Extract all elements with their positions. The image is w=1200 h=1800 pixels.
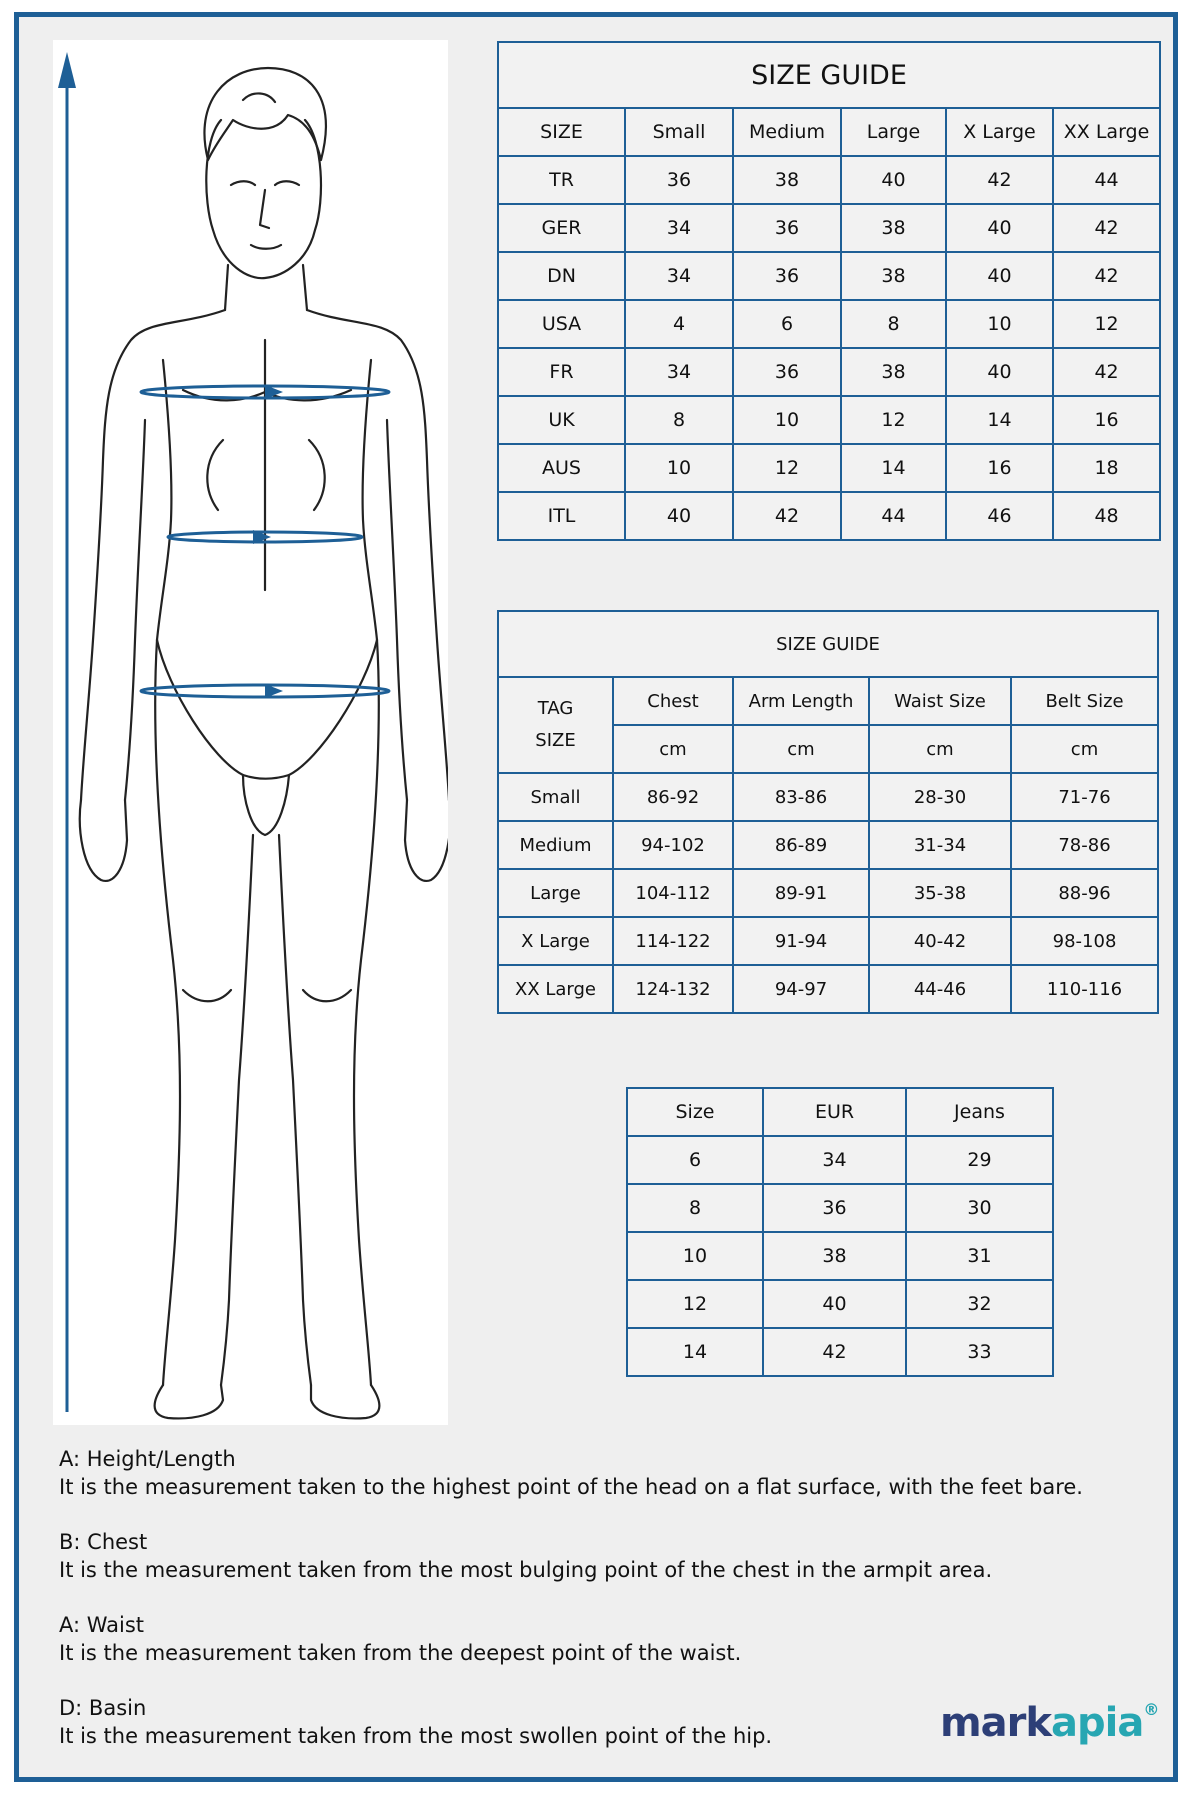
table-cell: 34 [625, 204, 733, 252]
table-row [498, 773, 1158, 821]
table-cell: 91-94 [733, 917, 869, 965]
table-cell: 6 [627, 1136, 763, 1184]
table-cell: 86-89 [733, 821, 869, 869]
table-cell: 94-97 [733, 965, 869, 1013]
header-cell: Size [627, 1088, 763, 1136]
header-cell: Chest [613, 677, 733, 725]
table-cell: 36 [625, 156, 733, 204]
table-row [627, 1328, 1053, 1376]
table-cell: 16 [1053, 396, 1160, 444]
table-cell: 14 [946, 396, 1053, 444]
table-cell: 14 [627, 1328, 763, 1376]
table-cell: 42 [946, 156, 1053, 204]
row-label: Medium [498, 821, 613, 869]
note-title: A: Height/Length [59, 1447, 236, 1471]
tag-size-header [498, 677, 613, 773]
row-label: ITL [498, 492, 625, 540]
table-cell: 10 [733, 396, 841, 444]
table-cell: 8 [625, 396, 733, 444]
table-cell: 18 [1053, 444, 1160, 492]
table-cell: 89-91 [733, 869, 869, 917]
table-row [498, 252, 1160, 300]
table-cell: 38 [733, 156, 841, 204]
table-row [498, 396, 1160, 444]
table-header-row [627, 1088, 1053, 1136]
table-cell: 40 [946, 204, 1053, 252]
table-cell: 10 [946, 300, 1053, 348]
table-cell: 12 [733, 444, 841, 492]
header-cell: XX Large [1053, 108, 1160, 156]
table-cell: 4 [625, 300, 733, 348]
row-label: UK [498, 396, 625, 444]
tag-label: TAG [537, 698, 574, 719]
table-cell: 42 [733, 492, 841, 540]
table-cell: 31 [906, 1232, 1053, 1280]
row-label: GER [498, 204, 625, 252]
note-text: It is the measurement taken from the most bulging point of the chest in the armpit area. [59, 1558, 993, 1582]
note-height [59, 1445, 1159, 1501]
table-row [498, 444, 1160, 492]
table-cell: 36 [733, 348, 841, 396]
table-cell: 110-116 [1011, 965, 1158, 1013]
header-cell: Jeans [906, 1088, 1053, 1136]
table-cell: 88-96 [1011, 869, 1158, 917]
header-cell: EUR [763, 1088, 906, 1136]
table-cell: 42 [1053, 252, 1160, 300]
header-cell: SIZE [498, 108, 625, 156]
table-cell: 8 [841, 300, 946, 348]
size-label: SIZE [535, 730, 576, 751]
table-cell: 34 [625, 348, 733, 396]
table-cell: 94-102 [613, 821, 733, 869]
unit-cell: cm [733, 725, 869, 773]
note-text: It is the measurement taken from the most swollen point of the hip. [59, 1724, 773, 1748]
table-row [498, 300, 1160, 348]
table-cell: 114-122 [613, 917, 733, 965]
table-cell: 124-132 [613, 965, 733, 1013]
table-cell: 33 [906, 1328, 1053, 1376]
header-cell: X Large [946, 108, 1053, 156]
table-row [627, 1280, 1053, 1328]
header-cell: Waist Size [869, 677, 1011, 725]
body-figure [53, 40, 448, 1425]
measure-guide-title: SIZE GUIDE [498, 611, 1158, 677]
table-cell: 12 [627, 1280, 763, 1328]
table-row [498, 917, 1158, 965]
table-cell: 34 [625, 252, 733, 300]
note-chest [59, 1528, 1159, 1584]
table-cell: 42 [763, 1328, 906, 1376]
table-header-row [498, 108, 1160, 156]
markapia-logo [940, 1700, 1158, 1746]
table-cell: 32 [906, 1280, 1053, 1328]
unit-cell: cm [1011, 725, 1158, 773]
row-label: FR [498, 348, 625, 396]
note-title: A: Waist [59, 1613, 145, 1637]
table-row [498, 492, 1160, 540]
size-conversion-table [497, 41, 1161, 541]
logo-part-mark: mark [940, 1700, 1051, 1746]
table-cell: 36 [733, 204, 841, 252]
registered-icon: ® [1143, 1700, 1159, 1719]
row-label: Small [498, 773, 613, 821]
table-row [627, 1184, 1053, 1232]
table-cell: 40 [763, 1280, 906, 1328]
table-row [498, 156, 1160, 204]
row-label: X Large [498, 917, 613, 965]
table-cell: 38 [841, 348, 946, 396]
table-cell: 31-34 [869, 821, 1011, 869]
note-text: It is the measurement taken from the deepest point of the waist. [59, 1641, 742, 1665]
table-cell: 42 [1053, 348, 1160, 396]
table-row [498, 869, 1158, 917]
table-row [498, 965, 1158, 1013]
table-cell: 38 [841, 252, 946, 300]
table-cell: 10 [627, 1232, 763, 1280]
table-row [498, 348, 1160, 396]
table-cell: 44 [1053, 156, 1160, 204]
table-cell: 38 [763, 1232, 906, 1280]
unit-cell: cm [869, 725, 1011, 773]
table-cell: 10 [625, 444, 733, 492]
table-cell: 98-108 [1011, 917, 1158, 965]
table-cell: 36 [733, 252, 841, 300]
table-cell: 83-86 [733, 773, 869, 821]
table-row [498, 821, 1158, 869]
table-cell: 40 [625, 492, 733, 540]
row-label: USA [498, 300, 625, 348]
row-label: DN [498, 252, 625, 300]
body-outline-illustration [53, 40, 448, 1425]
table-cell: 12 [1053, 300, 1160, 348]
header-cell: Large [841, 108, 946, 156]
table-cell: 38 [841, 204, 946, 252]
logo-part-apia: apia [1051, 1700, 1144, 1746]
table-cell: 48 [1053, 492, 1160, 540]
table-cell: 42 [1053, 204, 1160, 252]
size-guide-title: SIZE GUIDE [498, 42, 1160, 108]
table-cell: 71-76 [1011, 773, 1158, 821]
table-cell: 28-30 [869, 773, 1011, 821]
row-label: XX Large [498, 965, 613, 1013]
measurement-table [497, 610, 1159, 1014]
table-cell: 40 [946, 252, 1053, 300]
table-row [498, 204, 1160, 252]
jeans-size-table [626, 1087, 1054, 1377]
note-title: B: Chest [59, 1530, 148, 1554]
header-cell: Small [625, 108, 733, 156]
table-cell: 40 [946, 348, 1053, 396]
row-label: TR [498, 156, 625, 204]
table-cell: 8 [627, 1184, 763, 1232]
unit-cell: cm [613, 725, 733, 773]
row-label: Large [498, 869, 613, 917]
table-cell: 12 [841, 396, 946, 444]
header-cell: Arm Length [733, 677, 869, 725]
note-title: D: Basin [59, 1696, 147, 1720]
table-cell: 104-112 [613, 869, 733, 917]
table-cell: 44 [841, 492, 946, 540]
note-text: It is the measurement taken to the highest point of the head on a flat surface, with the feet bare. [59, 1475, 1083, 1499]
note-waist [59, 1611, 1159, 1667]
table-cell: 35-38 [869, 869, 1011, 917]
table-cell: 40 [841, 156, 946, 204]
table-cell: 30 [906, 1184, 1053, 1232]
header-cell: Medium [733, 108, 841, 156]
table-row [627, 1232, 1053, 1280]
table-cell: 78-86 [1011, 821, 1158, 869]
table-cell: 46 [946, 492, 1053, 540]
table-cell: 44-46 [869, 965, 1011, 1013]
table-cell: 86-92 [613, 773, 733, 821]
table-cell: 34 [763, 1136, 906, 1184]
table-row [627, 1136, 1053, 1184]
height-arrow-icon [58, 52, 76, 88]
table-cell: 29 [906, 1136, 1053, 1184]
table-cell: 36 [763, 1184, 906, 1232]
table-header-row [498, 677, 1158, 725]
header-cell: Belt Size [1011, 677, 1158, 725]
table-cell: 6 [733, 300, 841, 348]
table-cell: 40-42 [869, 917, 1011, 965]
table-cell: 14 [841, 444, 946, 492]
row-label: AUS [498, 444, 625, 492]
table-cell: 16 [946, 444, 1053, 492]
